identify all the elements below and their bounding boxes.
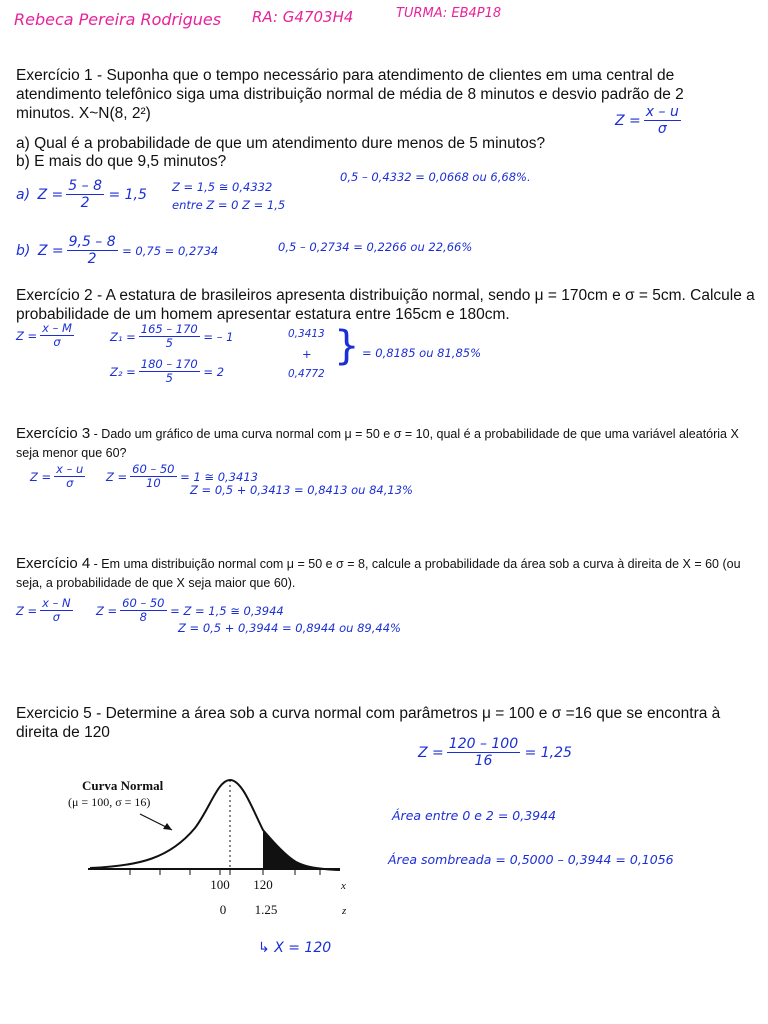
ex2-z1: Z₁ = $\frac{165 - 170}{5}$ = – 1	[110, 322, 234, 351]
chart-params: (μ = 100, σ = 16)	[68, 795, 151, 809]
ex1-b-result: 0,5 – 0,2734 = 0,2266 ou 22,66%	[278, 240, 473, 254]
arrow-icon: ↳	[258, 940, 270, 956]
ex2-sum-bottom: 0,4772	[288, 368, 325, 380]
ex5-statement: Exercicio 5 - Determine a área sob a curva normal com parâmetros μ = 100 e σ =16 que se encontra à direita de 120	[16, 705, 721, 741]
shaded-area	[263, 830, 328, 870]
ex4-result: Z = 0,5 + 0,3944 = 0,8944 ou 89,44%	[178, 621, 401, 635]
normal-curve	[90, 780, 340, 870]
ex1-b-work: b) Z = $\frac{9,5 - 8}{2}$ = 0,75 = 0,2734	[16, 234, 219, 268]
z-tick-125: 1.25	[254, 902, 278, 917]
student-name: Rebeca Pereira Rodrigues	[14, 10, 222, 29]
ex1-question-a: a) Qual é a probabilidade de que um atendimento dure menos de 5 minutos?	[16, 135, 546, 152]
z-axis-label: z	[342, 905, 347, 917]
ex1-a-result: 0,5 – 0,4332 = 0,0668 ou 6,68%.	[340, 170, 531, 184]
ex2-sum-plus: +	[302, 347, 312, 361]
normal-curve-figure	[60, 768, 360, 928]
ex2-sum-top: 0,3413	[288, 328, 325, 340]
ex1-a-work: a) Z = $\frac{5 - 8}{2}$ = 1,5	[16, 178, 147, 212]
z-tick-0: 0	[219, 902, 227, 917]
student-turma: TURMA: EB4P18	[396, 6, 502, 21]
ex5-area-shaded: Área sombreada = 0,5000 – 0,3944 = 0,1056	[388, 852, 674, 867]
ex1-question-b: b) E mais do que 9,5 minutos?	[16, 153, 227, 170]
ex4-statement: Exercício 4 - Em uma distribuição normal com μ = 50 e σ = 8, calcule a probabilidade da área sob a curva à direita de X = 60 (ou seja, a probabilidade de que X seja maior que 60).	[16, 555, 741, 590]
ex2-z2: Z₂ = $\frac{180 - 170}{5}$ = 2	[110, 357, 225, 386]
ex2-sum-result: = 0,8185 ou 81,85%	[362, 346, 482, 360]
ex1-formula: Z = $\frac{x - u}{\sigma}$	[615, 104, 679, 138]
x-axis-label: x	[341, 880, 346, 892]
ex2-formula: Z = $\frac{x - M}{\sigma}$	[16, 321, 72, 350]
ex4-formula: Z = $\frac{x - N}{\sigma}$	[16, 596, 71, 625]
chart-title: Curva Normal	[82, 778, 164, 793]
ex3-z: Z = $\frac{60 - 50}{10}$ = 1 ≅ 0,3413	[106, 462, 258, 491]
ex3-formula: Z = $\frac{x - u}{\sigma}$	[30, 462, 84, 491]
ex2-brace: }	[334, 323, 360, 369]
ex3-statement: Exercício 3 - Dado um gráfico de uma curva normal com μ = 50 e σ = 10, qual é a probabilidade de que uma variável aleatória X seja menor que 60?	[16, 425, 739, 460]
ex1-a-table: Z = 1,5 ≅ 0,4332	[172, 180, 273, 194]
ex4-z: Z = $\frac{60 - 50}{8}$ = Z = 1,5 ≅ 0,3944	[96, 596, 284, 625]
ex2-statement: Exercício 2 - A estatura de brasileiros apresenta distribuição normal, sendo μ = 170cm e σ = 5cm. Calcule a probabilidade de um homem apresentar estatura entre 165cm e 180cm.	[16, 287, 755, 323]
x-tick-100: 100	[210, 877, 230, 892]
ex1-statement: Exercício 1 - Suponha que o tempo necessário para atendimento de clientes em uma central de atendimento telefônico siga uma distribuição normal de média de 8 minutos e desvio padrão de 2 minutos. X~N(8, 2²)	[16, 67, 684, 122]
ex1-a-between: entre Z = 0 Z = 1,5	[172, 198, 286, 212]
student-ra: RA: G4703H4	[252, 8, 354, 26]
ex5-area-between: Área entre 0 e 2 = 0,3944	[392, 808, 557, 823]
ex5-x-note: ↳ X = 120	[258, 940, 332, 956]
ex5-z: Z = $\frac{120 - 100}{16}$ = 1,25	[418, 736, 572, 770]
x-tick-120: 120	[253, 877, 273, 892]
ex3-result: Z = 0,5 + 0,3413 = 0,8413 ou 84,13%	[190, 483, 413, 497]
